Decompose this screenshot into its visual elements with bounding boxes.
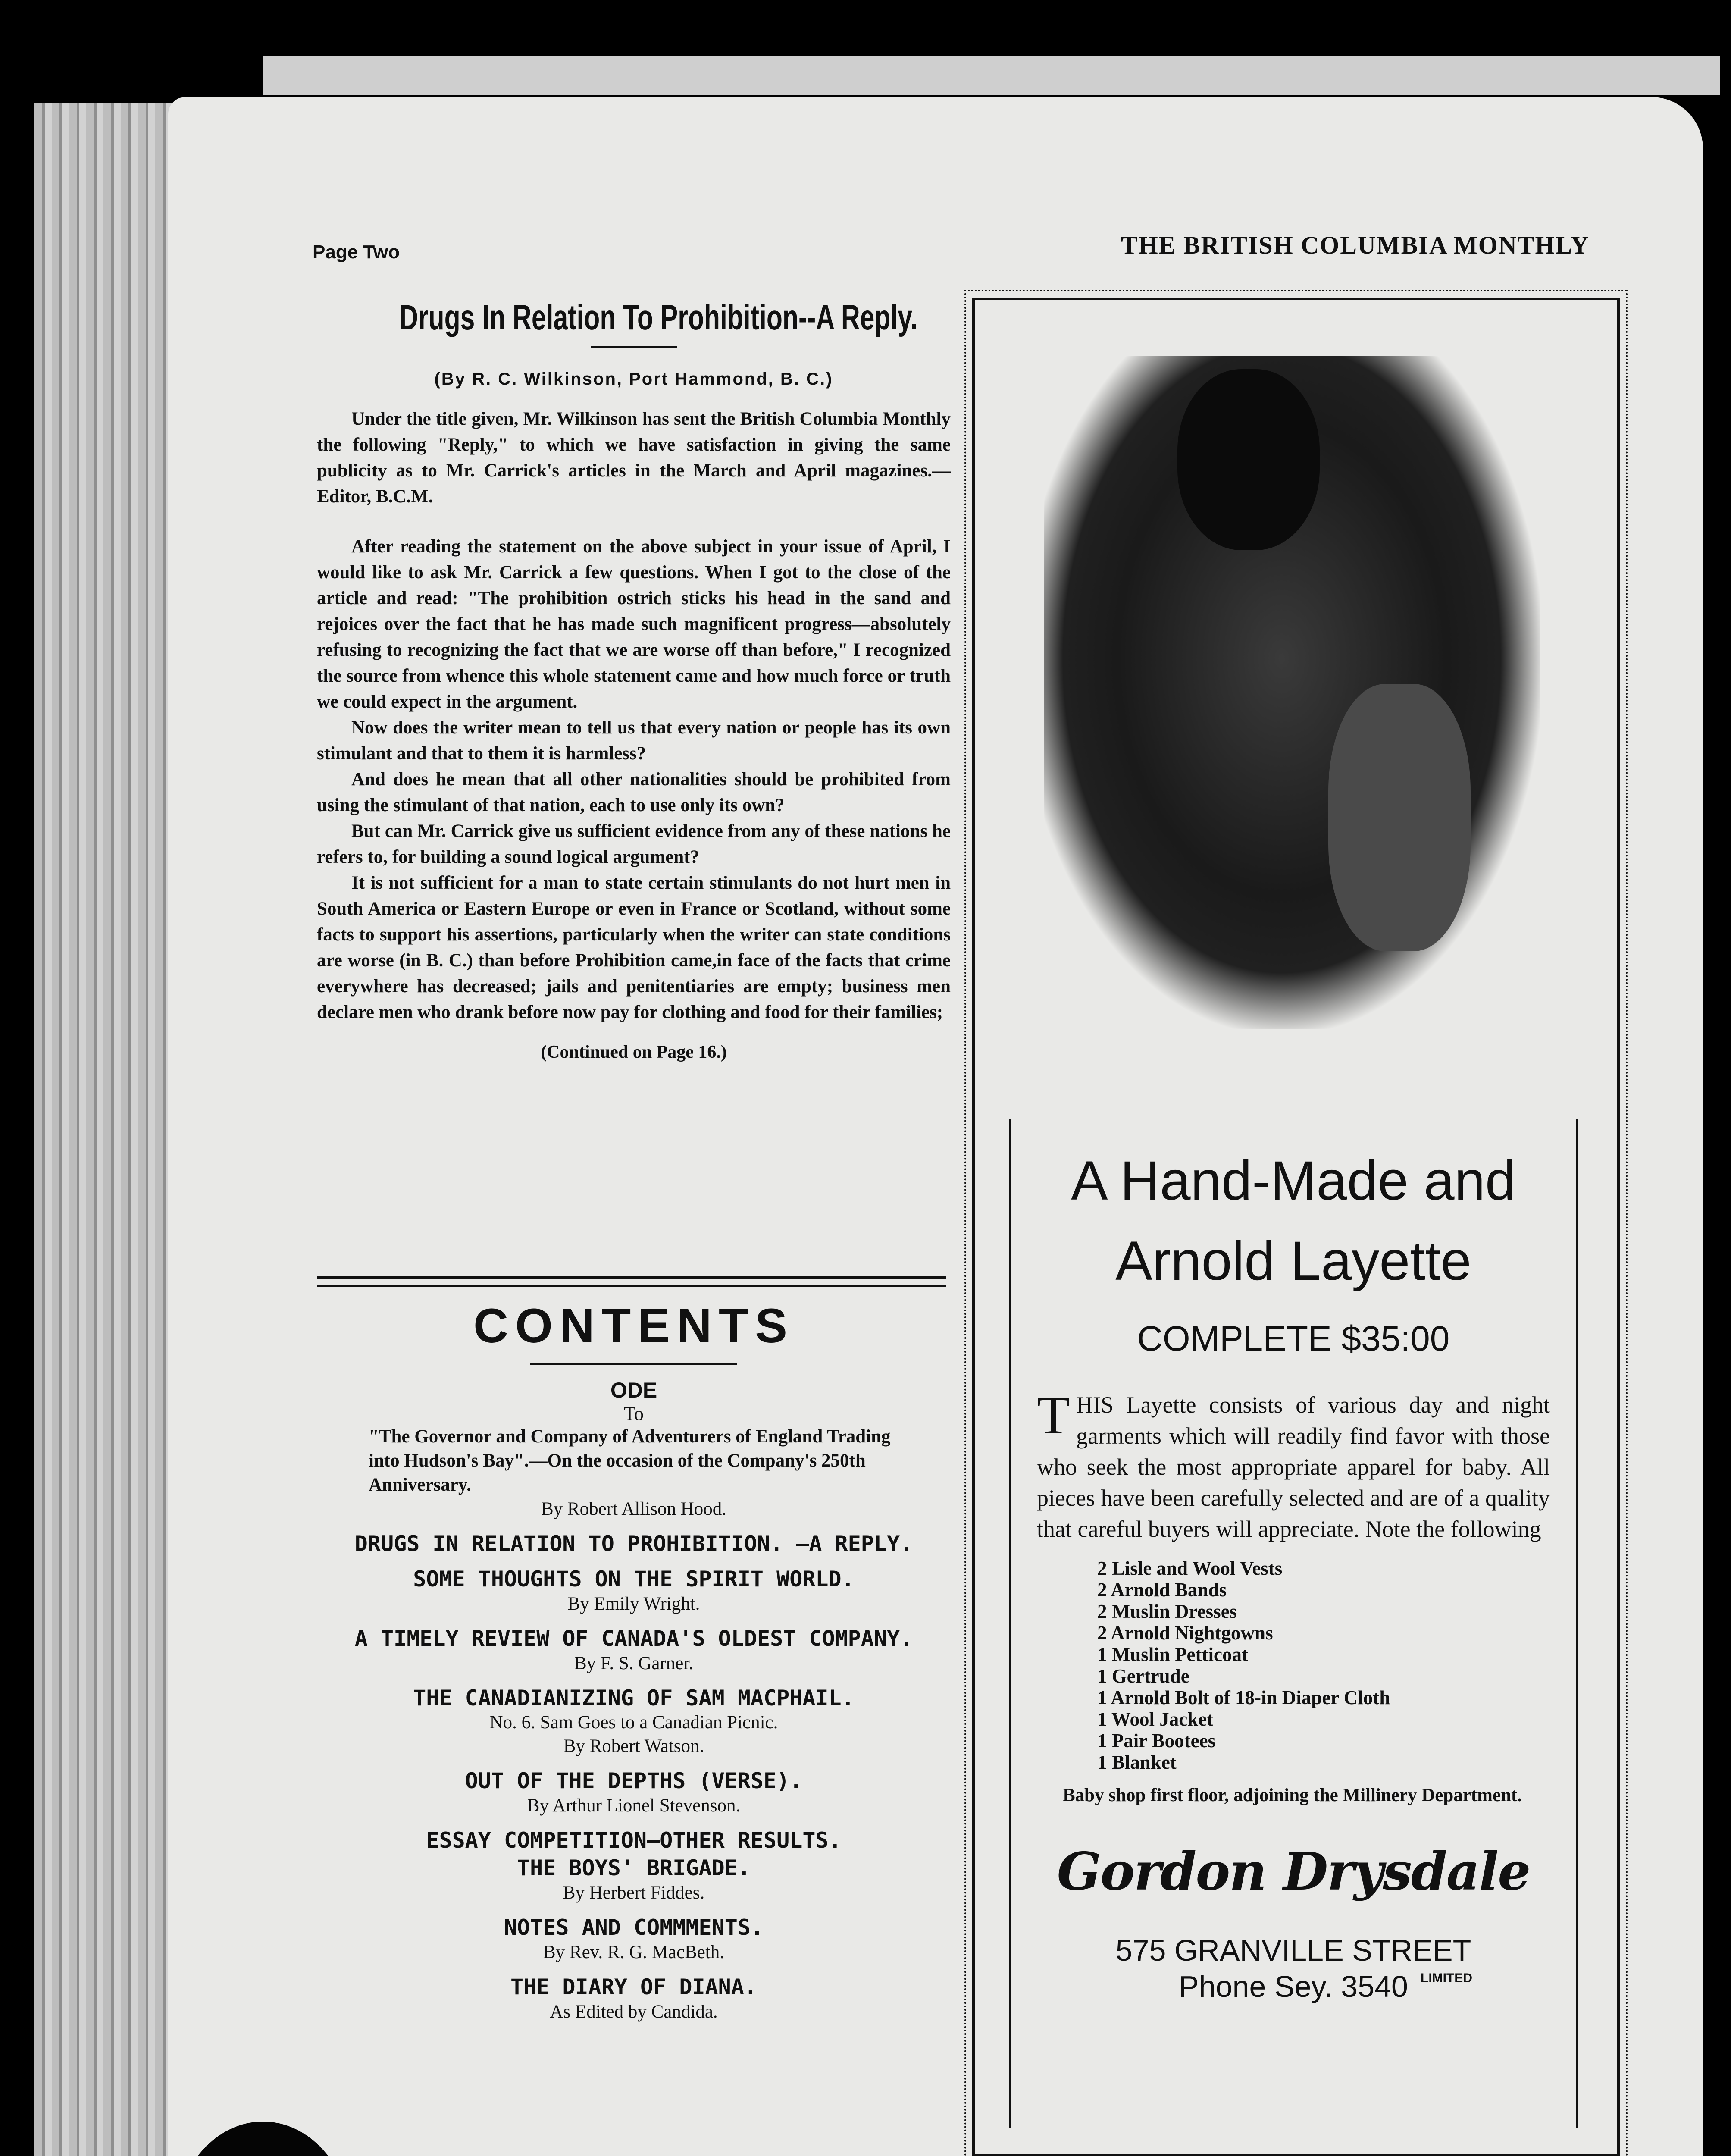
contents-item-author: As Edited by Candida. xyxy=(550,2002,718,2022)
ad-body xyxy=(1011,1385,1576,1545)
article-paragraph: And does he mean that all other nationalities should be prohibited from using the stimulant of that nation, each to use only its own? xyxy=(317,769,951,815)
article-paragraph: After reading the statement on the above subject in your issue of April, I would like to ask Mr. Carrick a few questions. When I got to the close of the article and read: "The prohibition ostrich sticks his head in the sand and rejoices over the fact that he has made such magnificent progress—absolutely refusing to recognizing the fact that we are worse off than before," I recognized the source from whence this whole statement came and how much force or truth we could expect in the argument. xyxy=(317,536,951,712)
contents-item-title: A TIMELY REVIEW OF CANADA'S OLDEST COMPANY. xyxy=(354,1626,913,1651)
contents-item-title: OUT OF THE DEPTHS (VERSE). xyxy=(465,1768,803,1793)
contents-item-title: SOME THOUGHTS ON THE SPIRIT WORLD. xyxy=(413,1567,855,1592)
contents-item-title: THE BOYS' BRIGADE. xyxy=(517,1855,751,1880)
layette-advertisement xyxy=(972,298,1620,2156)
list-item: 2 Arnold Nightgowns xyxy=(1097,1622,1273,1644)
phone-number: Phone Sey. 3540 xyxy=(1179,1970,1408,2003)
layette-items-list xyxy=(1097,1557,1576,1773)
list-item: 1 Wool Jacket xyxy=(1097,1708,1214,1730)
article-paragraph: It is not sufficient for a man to state certain stimulants do not hurt men in South America or Eastern Europe or even in France or Scotland, without some facts to support his assertions, particularly when the writer can state conditions are worse (in B. C.) than before Prohibition came,in face of the facts that crime everywhere has decreased; jails and penitentiaries are empty; business men declare men who drank before now pay for clothing and food for their families; xyxy=(317,873,951,1022)
contents-item-author: By Rev. R. G. MacBeth. xyxy=(543,1942,724,1962)
list-item: 1 Muslin Petticoat xyxy=(1097,1644,1248,1665)
article xyxy=(317,298,951,1062)
contents-item-author: By F. S. Garner. xyxy=(574,1653,694,1673)
ode-title: ODE xyxy=(610,1378,657,1402)
contents-item-subtitle: No. 6. Sam Goes to a Canadian Picnic. xyxy=(489,1712,778,1733)
section-divider xyxy=(317,1276,946,1287)
list-item: 2 Muslin Dresses xyxy=(1097,1601,1237,1622)
contents-section xyxy=(317,1298,951,2024)
title-rule xyxy=(591,346,677,348)
contents-item-title: DRUGS IN RELATION TO PROHIBITION. —A REPLY. xyxy=(354,1531,913,1556)
list-item: 1 Arnold Bolt of 18-in Diaper Cloth xyxy=(1097,1687,1390,1708)
mother-figure xyxy=(1177,369,1320,550)
ode-author: By Robert Allison Hood. xyxy=(541,1499,727,1519)
contents-item-author: By Arthur Lionel Stevenson. xyxy=(527,1796,741,1816)
ad-headline-line-1: A Hand-Made and xyxy=(1071,1150,1516,1212)
contents-item-title: ESSAY COMPETITION—OTHER RESULTS. xyxy=(426,1828,842,1853)
list-item: 1 Pair Bootees xyxy=(1097,1730,1216,1752)
drop-cap: T xyxy=(1037,1385,1070,1445)
editor-note: Under the title given, Mr. Wilkinson has sent the British Columbia Monthly the following "Reply," to which we have satisfaction in giving the same publicity as to Mr. Carrick's articles in the March and April magazines.—Editor, B.C.M. xyxy=(317,409,951,507)
ad-text-box xyxy=(1009,1119,1578,2128)
article-paragraph: Now does the writer mean to tell us that every nation or people has its own stimulant and that to them it is harmless? xyxy=(317,718,951,764)
book-spine xyxy=(34,103,177,2156)
store-address xyxy=(1011,1932,1576,2005)
baby-figure xyxy=(1328,684,1471,951)
contents-item-author: By Herbert Fiddes. xyxy=(563,1883,705,1903)
contents-title: CONTENTS xyxy=(473,1299,794,1353)
ad-body-text: HIS Layette consists of various day and night garments which will readily find favor with those who seek the most appropriate apparel for baby. All pieces have been carefully selected and are of a quality that careful buyers will appreciate. Note the following xyxy=(1037,1392,1550,1542)
ad-note: Baby shop first floor, adjoining the Millinery Department. xyxy=(1063,1785,1522,1805)
magazine-title: THE BRITISH COLUMBIA MONTHLY xyxy=(1121,231,1590,259)
list-item: 2 Arnold Bands xyxy=(1097,1579,1227,1601)
store-signature-logo: Gordon Drysdale xyxy=(1057,1841,1530,1902)
page-edge-top xyxy=(263,56,1720,95)
limited-label: LIMITED xyxy=(1421,1971,1472,1985)
ode-to: To xyxy=(624,1403,644,1424)
contents-item-title: THE CANADIANIZING OF SAM MACPHAIL. xyxy=(413,1686,855,1711)
article-title: Drugs In Relation To Prohibition--A Reply. xyxy=(399,298,918,337)
list-item: 1 Gertrude xyxy=(1097,1665,1189,1687)
mother-and-baby-photo xyxy=(1044,356,1540,1029)
street-address: 575 GRANVILLE STREET xyxy=(1115,1934,1471,1967)
article-paragraph: But can Mr. Carrick give us sufficient evidence from any of these nations he refers to, for building a sound logical argument? xyxy=(317,821,951,867)
article-byline: (By R. C. Wilkinson, Port Hammond, B. C.) xyxy=(434,370,833,389)
ad-headline xyxy=(1011,1141,1576,1301)
continued-note: (Continued on Page 16.) xyxy=(541,1042,727,1062)
contents-item-author: By Robert Watson. xyxy=(563,1736,704,1756)
list-item: 2 Lisle and Wool Vests xyxy=(1097,1557,1283,1579)
ad-headline-line-2: Arnold Layette xyxy=(1115,1230,1471,1292)
ode-description: "The Governor and Company of Adventurers of England Trading into Hudson's Bay".—On the occasion of the Company's 250th Anniversary. xyxy=(369,1426,891,1495)
contents-item-title: THE DIARY OF DIANA. xyxy=(510,1974,757,1999)
ad-price: COMPLETE $35:00 xyxy=(1137,1319,1450,1358)
list-item: 1 Blanket xyxy=(1097,1752,1177,1773)
page-number: Page Two xyxy=(313,241,400,263)
contents-item-title: NOTES AND COMMMENTS. xyxy=(504,1915,764,1940)
contents-rule xyxy=(530,1363,737,1365)
contents-item-author: By Emily Wright. xyxy=(567,1594,700,1614)
